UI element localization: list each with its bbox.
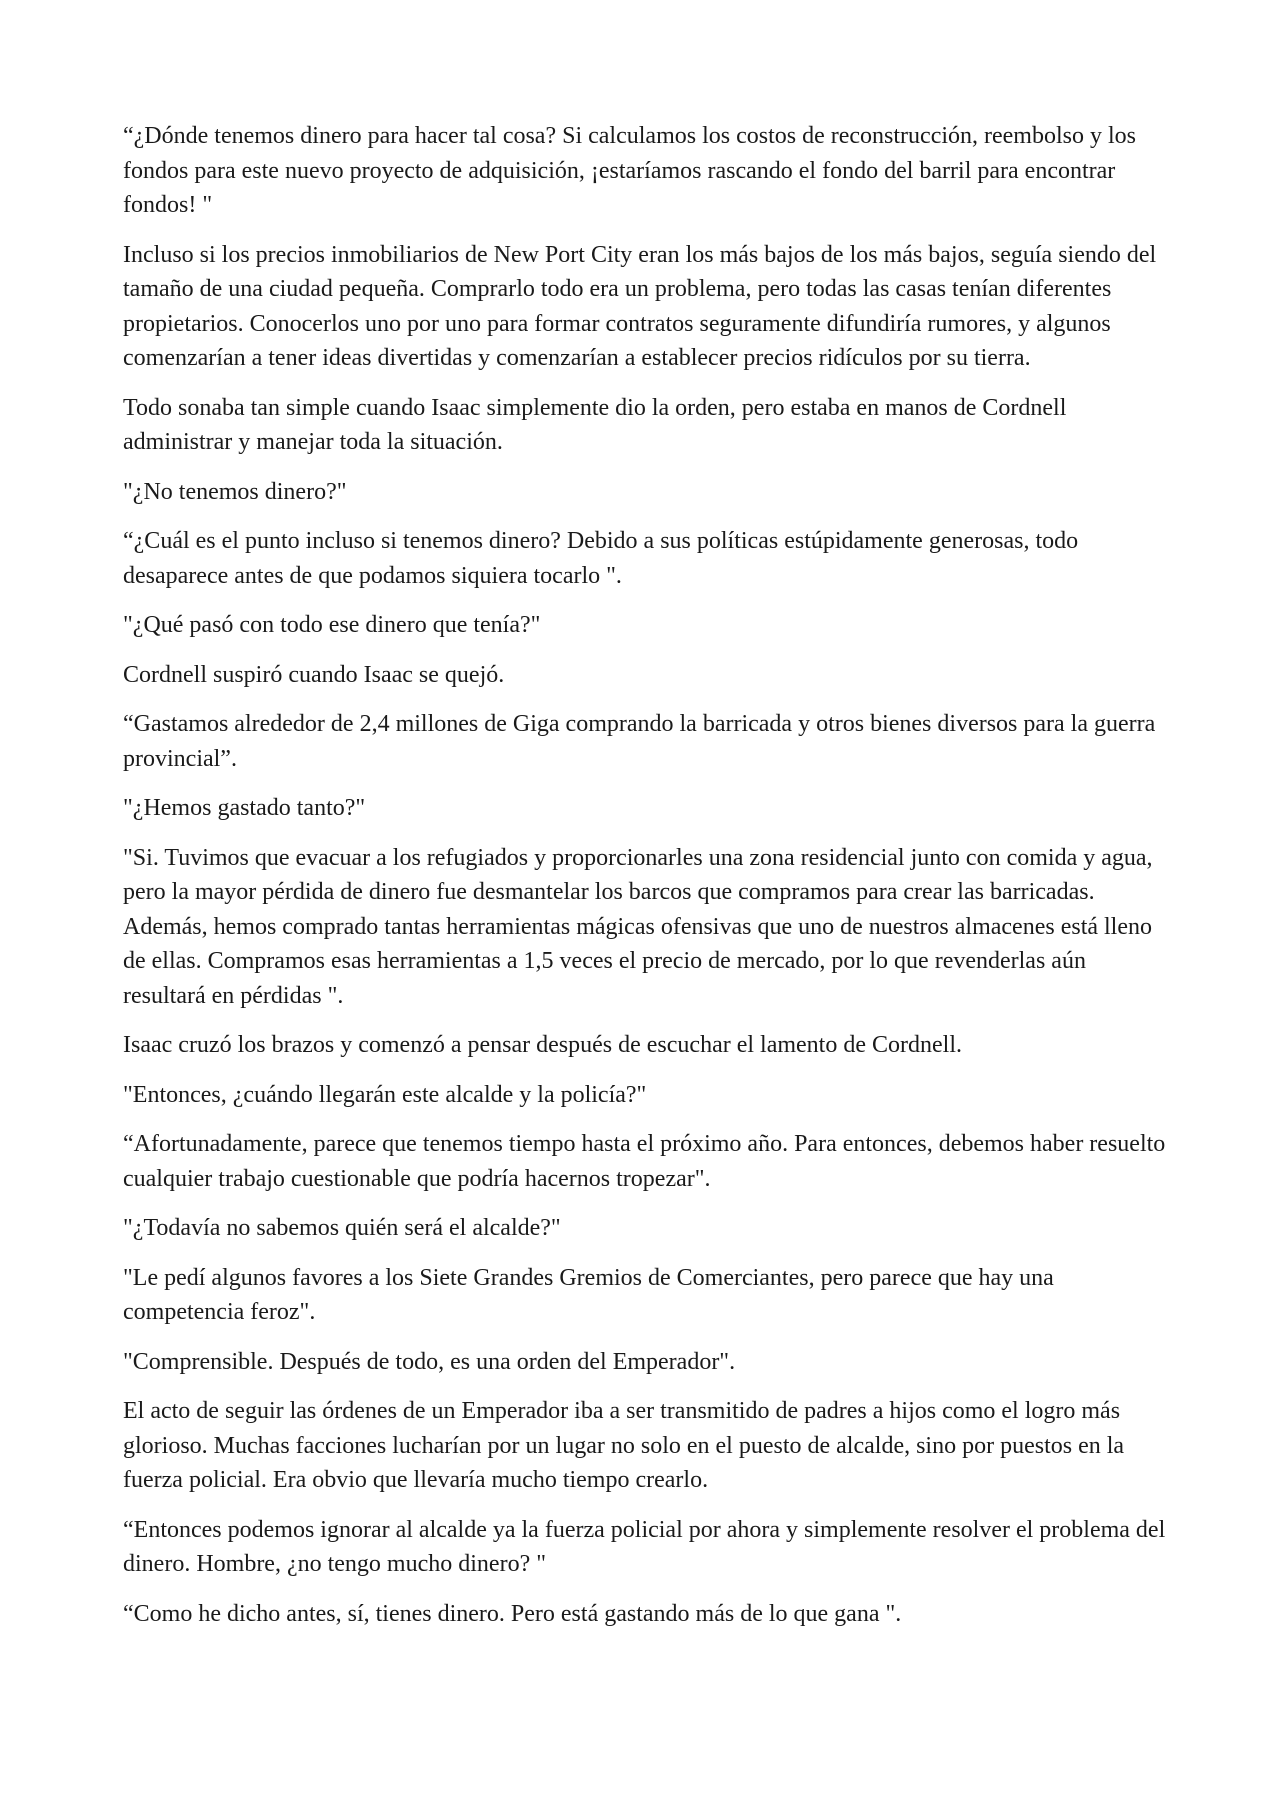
paragraph-4: "¿No tenemos dinero?" [123,478,347,505]
paragraph-8: “Gastamos alrededor de 2,4 millones de Giga comprando la barricada y otros bienes diversos para la guerra provincial”. [123,711,1156,772]
paragraph-12: "Entonces, ¿cuándo llegarán este alcalde y la policía?" [123,1081,647,1108]
paragraph-15: "Le pedí algunos favores a los Siete Grandes Gremios de Comerciantes, pero parece que hay una competencia feroz". [123,1264,1054,1325]
paragraph-3: Todo sonaba tan simple cuando Isaac simplemente dio la orden, pero estaba en manos de Cordnell administrar y manejar toda la situación. [123,394,1067,455]
paragraph-18: “Entonces podemos ignorar al alcalde ya la fuerza policial por ahora y simplemente resolver el problema del dinero. Hombre, ¿no tengo mucho dinero? " [123,1516,1166,1577]
paragraph-1: “¿Dónde tenemos dinero para hacer tal cosa? Si calculamos los costos de reconstrucción, reembolso y los fondos para este nuevo proyecto de adquisición, ¡estaríamos rascando el fondo del barril para encontrar fondos! " [123,123,1136,218]
paragraph-2: Incluso si los precios inmobiliarios de New Port City eran los más bajos de los más bajos, seguía siendo del tamaño de una ciudad pequeña. Comprarlo todo era un problema, pero todas las casas tenían diferentes propietarios. Conocerlos uno por uno para formar contratos seguramente difundiría rumores, y algunos comenzarían a tener ideas divertidas y comenzarían a establecer precios ridículos por su tierra. [123,241,1157,371]
paragraph-14: "¿Todavía no sabemos quién será el alcalde?" [123,1215,561,1241]
document-page [123,119,1168,1646]
paragraph-5: “¿Cuál es el punto incluso si tenemos dinero? Debido a sus políticas estúpidamente generosas, todo desaparece antes de que podamos siquiera tocarlo ". [123,528,1079,589]
paragraph-11: Isaac cruzó los brazos y comenzó a pensar después de escuchar el lamento de Cordnell. [123,1032,962,1058]
paragraph-9: "¿Hemos gastado tanto?" [123,795,366,821]
paragraph-19: “Como he dicho antes, sí, tienes dinero. Pero está gastando más de lo que gana ". [123,1600,902,1627]
paragraph-10: "Si. Tuvimos que evacuar a los refugiados y proporcionarles una zona residencial junto con comida y agua, pero la mayor pérdida de dinero fue desmantelar los barcos que compramos para crear las barricadas. Además, hemos comprado tantas herramientas mágicas ofensivas que uno de nuestros almacenes está lleno de ellas. Compramos esas herramientas a 1,5 veces el precio de mercado, por lo que revenderlas aún resultará en pérdidas ". [123,844,1153,1009]
paragraph-17: El acto de seguir las órdenes de un Emperador iba a ser transmitido de padres a hijos como el logro más glorioso. Muchas facciones lucharían por un lugar no solo en el puesto de alcalde, sino por puestos en la fuerza policial. Era obvio que llevaría mucho tiempo crearlo. [123,1398,1125,1493]
paragraph-6: "¿Qué pasó con todo ese dinero que tenía?" [123,612,541,638]
paragraph-7: Cordnell suspiró cuando Isaac se quejó. [123,661,505,688]
paragraph-16: "Comprensible. Después de todo, es una orden del Emperador". [123,1348,736,1375]
paragraph-13: “Afortunadamente, parece que tenemos tiempo hasta el próximo año. Para entonces, debemos haber resuelto cualquier trabajo cuestionable que podría hacernos tropezar". [123,1131,1166,1192]
